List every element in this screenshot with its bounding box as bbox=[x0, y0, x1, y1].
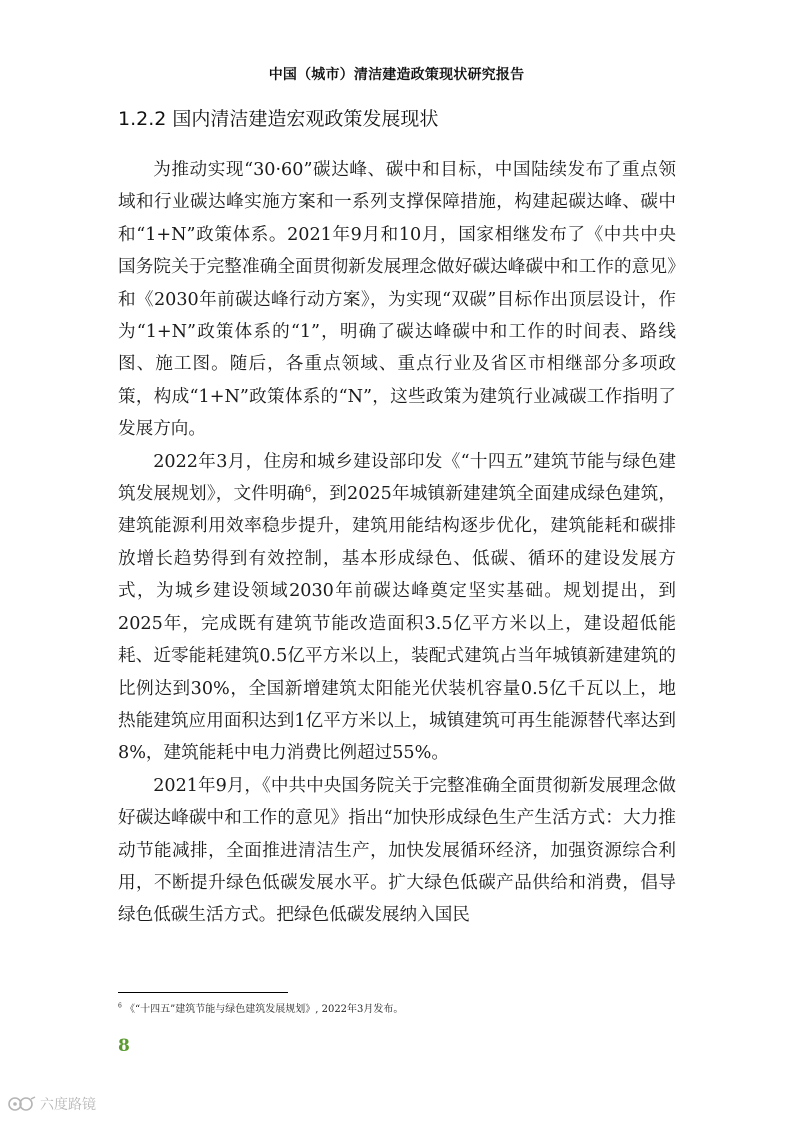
watermark-text: 六度路镜 bbox=[40, 1097, 96, 1113]
brand-logo-icon bbox=[8, 1095, 36, 1113]
footnote-divider bbox=[118, 992, 288, 993]
section-heading: 1.2.2 国内清洁建造宏观政策发展现状 bbox=[118, 108, 439, 130]
paragraph-2 bbox=[118, 446, 676, 770]
running-header: 中国（城市）清洁建造政策现状研究报告 bbox=[268, 67, 525, 83]
page-number: 8 bbox=[118, 1036, 130, 1056]
paragraph-1: 为推动实现“30·60”碳达峰、碳中和目标，中国陆续发布了重点领域和行业碳达峰实施方案和一系列支撑保障措施，构建起碳达峰、碳中和“1+N”政策体系。2021年9月和10月，国家相继发布了《中共中央国务院关于完整准确全面贯彻新发展理念做好碳达峰碳中和工作的意见》和《2030年前碳达峰行动方案》，为实现“双碳”目标作出顶层设计，作为“1+N”政策体系的“1”，明确了碳达峰碳中和工作的时间表、路线图、施工图。随后，各重点领域、重点行业及省区市相继部分多项政策，构成“1+N”政策体系的“N”，这些政策为建筑行业减碳工作指明了发展方向。 bbox=[118, 160, 676, 440]
footnote-reference[interactable]: 6 bbox=[304, 483, 312, 496]
footnote-text: 《“十四五”建筑节能与绿色建筑发展规划》, 2022年3月发布。 bbox=[125, 1004, 404, 1015]
paragraph-2-after: ，到2025年城镇新建建筑全面建成绿色建筑，建筑能源利用效率稳步提升，建筑用能结构逐步优化，建筑能耗和碳排放增长趋势得到有效控制，基本形成绿色、低碳、循环的建设发展方式，为城乡建设领域2030年前碳达峰奠定坚实基础。规划提出，到2025年，完成既有建筑节能改造面积3.5亿平方米以上，建设超低能耗、近零能耗建筑0.5亿平方米以上，装配式建筑占当年城镇新建建筑的比例达到30%，全国新增建筑太阳能光伏装机容量0.5亿千瓦以上，地热能建筑应用面积达到1亿平方米以上，城镇建筑可再生能源替代率达到8%，建筑能耗中电力消费比例超过55%。 bbox=[118, 484, 677, 764]
footnote-number: 6 bbox=[118, 1002, 122, 1010]
paragraph-2-before: 2022年3月，住房和城乡建设部印发《“十四五”建筑节能与绿色建筑发展规划》，文件明确 bbox=[118, 451, 676, 505]
paragraph-3: 2021年9月，《中共中央国务院关于完整准确全面贯彻新发展理念做好碳达峰碳中和工作的意见》指出“加快形成绿色生产生活方式：大力推动节能减排，全面推进清洁生产，加快发展循环经济，加强资源综合利用，不断提升绿色低碳发展水平。扩大绿色低碳产品供给和消费，倡导绿色低碳生活方式。把绿色低碳发展纳入国民 bbox=[118, 775, 676, 926]
footnote bbox=[118, 1000, 678, 1015]
body-text bbox=[118, 154, 676, 932]
watermark bbox=[8, 1094, 96, 1114]
